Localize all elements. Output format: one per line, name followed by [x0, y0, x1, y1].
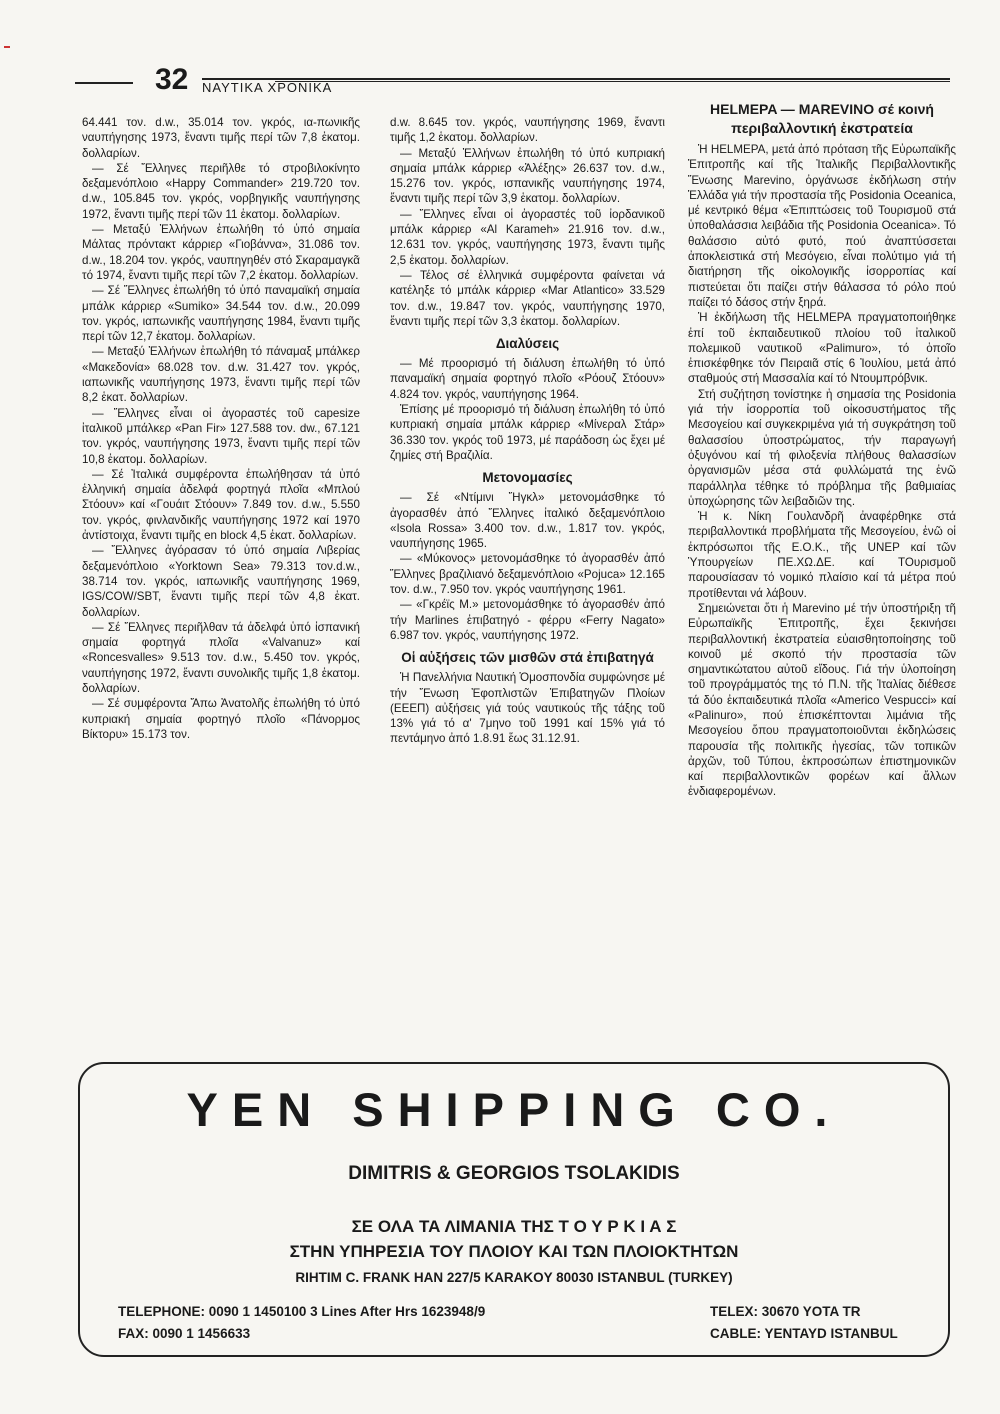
- paragraph: — Ἕλληνες εἶναι οἱ ἀγοραστές τοῦ ἰορδανικοῦ μπάλκ κάρριερ «Al Karameh» 21.916 τον. d.w., 12.631 τον. γκρός, ναυπήγησης 1973, ἔναντι τιμῆς 2,5 ἑκατομ. δολλαρίων.: [390, 207, 665, 267]
- paragraph: Ἡ HELMEPA, μετά ἀπό πρόταση τῆς Εὐρωπαϊκῆς Ἐπιτροπῆς καί τῆς Ἰταλικῆς Περιβαλλοντικῆς Ἕνωσης Marevino, ὀργάνωσε ἐκδήλωση στήν Ἑλλάδα γιά τήν προστασία τῆς Posidonia Oceanica, μέ κεντρικό θέμα «Ἐπιπτώσεις τοῦ Τουρισμοῦ στά ὑποθαλάσσια λειβάδια τῆς Posidonia Oceanica». Τό θαλάσσιο αὐτό φυτό, πού ἀναπτύσσεται ἀποκλειστικά στή Μεσόγειο, εἶναι πολύτιμο γιά τή διατήρηση τῆς οἰκολογικῆς ἰσορροπίας καί πιστεύεται ὅτι παίζει στήν θάλασσα τό ρόλο πού παίζει τό δάσος στήν ξηρά.: [688, 143, 956, 309]
- paragraph: — Ἕλληνες ἀγόρασαν τό ὑπό σημαία Λιβερίας δεξαμενόπλοιο «Yorktown Sea» 79.313 τον.d.w., 38.714 τον. γκρός, ιαπωνικῆς ναυπήγησης 1969, IGS/COW/SBT, ἔναντι τιμῆς περί τῶν 4,8 ἑκατ. δολλαρίων.: [82, 544, 360, 619]
- ad-owners: DIMITRIS & GEORGIOS TSOLAKIDIS: [348, 1163, 680, 1184]
- section-heading-wages: Οἱ αὐξήσεις τῶν μισθῶν στά ἐπιβατηγά: [401, 650, 654, 666]
- column-3: [688, 100, 956, 1052]
- ad-company-name: YEN SHIPPING CO.: [186, 1083, 842, 1136]
- paragraph: Σημειώνεται ὅτι ἡ Marevino μέ τήν ὑποστήριξη τῆ Εὐρωπαϊκῆς Ἐπιτροπῆς, ἔχει ξεκινήσει περιβαλλοντική ἐκστρατεία εὐαισθητοποίησης τοῦ κοινοῦ μέ σκοπό τήν προστασία τῶν σημαντικώτατου αὐτοῦ εἴδους. Γιά τήν ὑλοποίηση τοῦ προγράμματός της τό Π.Ν. τῆς Ἰταλίας διέθεσε τά δύο ἐκπαιδευτικά πλοῖα «Americo Vespucci» καί «Palinuro», πού ἐπισκέπτονται λιμάνια τῆς Μεσογείου ὅπου πραγματοποιοῦνται ἐκδηλώσεις παρουσία τῆς πολιτικῆς ἡγεσίας, τῶν τοπικῶν ἀρχῶν, τοῦ Τύπου, ἐκπροσώπων ἐπιστημονικῶν καί περιβαλλοντικῶν φορέων καί ἄλλων ἐνδιαφερομένων.: [688, 601, 956, 799]
- ad-telex: TELEX: 30670 YOTA TR: [710, 1304, 861, 1319]
- article-title: HELMEPA — MAREVINO σέ κοινή περιβαλλοντική ἐκστρατεία: [710, 101, 934, 136]
- paragraph: — Σέ Ἕλληνες ἐπωλήθη τό ὑπό παναμαϊκή σημαία μπάλκ κάρριερ «Sumiko» 34.544 τον. d.w., 20.099 τον. γκρός, ιαπωνικῆς ναυπήγησης 1984, ἔναντι τιμῆς περί τῶν 12,7 ἑκατομ. δολλαρίων.: [82, 284, 360, 344]
- paragraph: Ἡ ἐκδήλωση τῆς HELMEPA πραγματοποιήθηκε ἐπί τοῦ ἐκπαιδευτικοῦ πλοίου τοῦ ἰταλικοῦ πολεμικοῦ ναυτικοῦ «Palimuro», τό ὁποῖο ἐπισκέφθηκε τόν Πειραιᾶ στίς 6 Ἰουλίου, μετά ἀπό σταθμούς στή Μασσαλία καί τό Ντουμπρόβνικ.: [688, 311, 956, 386]
- ad-tagline-2: ΣΤΗΝ ΥΠΗΡΕΣΙΑ ΤΟΥ ΠΛΟΙΟΥ ΚΑΙ ΤΩΝ ΠΛΟΙΟΚΤΗΤΩΝ: [289, 1242, 739, 1261]
- paragraph: — «Μύκονος» μετονομάσθηκε τό ἀγορασθέν ἀπό Ἕλληνες βραζιλιανό δεξαμενόπλοιο «Pojuca» 12.165 τον. d.w., 7.950 τον. γκρός ναυπήγησης 1961.: [390, 552, 665, 597]
- paragraph: — Σέ συμφέροντα Ἄπω Ἀνατολῆς ἐπωλήθη τό ὑπό κυπριακή σημαία φορτηγό πλοῖο «Πάνορμος Βίκτορυ» 15.173 τον.: [82, 697, 360, 741]
- ad-address: RIHTIM C. FRANK HAN 227/5 KARAKOY 80030 ISTANBUL (TURKEY): [295, 1270, 733, 1285]
- header-rule-right-thin: [275, 81, 950, 82]
- ad-cable: CABLE: YENTAYD ISTANBUL: [710, 1326, 898, 1341]
- paragraph: — Σέ Ἰταλικά συμφέροντα ἐπωλήθησαν τά ὑπό ἑλληνική σημαία ἀδελφά φορτηγά πλοῖα «Μπλού Στόουν» καί «Γουάιτ Στόουν» 7.849 τον. d.w., 5.550 τον. γκρός, φινλανδικῆς ναυπήγησης 1972 καί 1970 ἀντίστοιχα, ἔναντι τιμῆς en block 4,5 ἑκατ. δολλαρίων.: [82, 467, 360, 543]
- paragraph: — «Γκρέϊς Μ.» μετονομάσθηκε τό ἀγορασθέν ἀπό τήν Marlines ἐπιβατηγό - φέρρυ «Ferry Nagato» 6.987 τον. γκρός, ναυπήγησης 1972.: [390, 598, 665, 642]
- paragraph: — Τέλος σέ ἑλληνικά συμφέροντα φαίνεται νά κατέληξε τό μπάλκ κάρριερ «Mar Atlantico» 33.529 τον. d.w., 19.847 τον. γκρός, ναυπήγησης 1970, ἔναντι τιμῆς περί τῶν 3,3 ἑκατομ. δολλαρίων.: [390, 268, 665, 328]
- paragraph: — Μεταξύ Ἑλλήνων ἐπωλήθη τό ὑπό κυπριακή σημαία μπάλκ κάρριερ «Ἀλέξης» 26.637 τον. d.w., 15.276 τον. γκρός, ισπανικῆς ναυπήγησης 1974, ἔναντι τιμῆς περί τῶν 3,9 ἑκατομ. δολλαρίων.: [390, 146, 665, 206]
- paragraph: — Μεταξύ Ἑλλήνων ἐπωλήθη τό ὑπό σημαία Μάλτας πρόντακτ κάρριερ «Γιοβάννα», 31.086 τον. d.w., 18.204 τον. γκρός, ναυπηγηθέν στό Σκαραμαγκᾶ τό 1974, ἔναντι τιμῆς περί τῶν 7,2 ἑκατομ. δολλαρίων.: [82, 223, 360, 282]
- section-heading-scrap: Διαλύσεις: [495, 336, 560, 352]
- paragraph: Ἡ κ. Νίκη Γουλανδρῆ ἀναφέρθηκε στά περιβαλλοντικά προβλήματα τῆς Μεσογείου, ἐνῶ οἱ ἐκπρόσωποι τῆς Ε.Ο.Κ., τῆς UNEP καί τῶν Ὑπουργείων ΠΕ.ΧΩ.ΔΕ. καί ΤΟυρισμοῦ παρουσίασαν τό νομικό πλαίσιο καί τά μέτρα πού προτίθενται νά λάβουν.: [688, 510, 956, 600]
- edge-mark: [4, 46, 10, 48]
- paragraph: Στή συζήτηση τονίστηκε ἡ σημασία της Posidonia γιά τήν ἰσορροπία τοῦ οἰκοσυστήματος τῆς Μεσογείου καί συγκεκριμένα γιά τή συγκράτηση τοῦ θαλασσίου ὑποστρώματος, τήν παραγωγή ὀξυγόνου καί τή φιλοξενία πλήθους θαλασσίων ὀργανισμῶν μέσα στά φυλλώματά της ἐνῶ παράλληλα τέθηκε τό πρόβλημα τῆς βαθμιαίας ὑποχώρησης τῶν λειβαδιῶν της.: [688, 387, 956, 508]
- paragraph: — Σέ «Ντίμινι Ἤγκλ» μετονομάσθηκε τό ἀγορασθέν ἀπό Ἕλληνες ἰταλικό δεξαμενόπλοιο «Isola Rossa» 3.400 τον. d.w., 1.817 τον. γκρός, ναυπήγησης 1965.: [390, 491, 665, 551]
- ad-telephone: TELEPHONE: 0090 1 1450100 3 Lines After Hrs 1623948/9: [118, 1304, 486, 1319]
- section-heading-renames: Μετονομασίες: [482, 470, 573, 486]
- paragraph: Ἡ Πανελλήνια Ναυτική Ὁμοσπονδία συμφώνησε μέ τήν Ἕνωση Ἐφοπλιστῶν Ἐπιβατηγῶν Πλοίων (ΕΕΕΠ) αὐξήσεις γιά τούς ναυτικούς τῆς τάξης τοῦ 13% γιά τό α' 7μηνο τοῦ 1991 καί 15% γιά τό πεντάμηνο ἀπό 1.8.91 ἕως 31.12.91.: [390, 671, 665, 746]
- column-1: [82, 115, 360, 1050]
- paragraph: d.w. 8.645 τον. γκρός, ναυπήγησης 1969, ἔναντι τιμῆς 1,2 ἑκατομ. δολλαρίων.: [390, 116, 665, 145]
- paragraph: — Μεταξύ Ἑλλήνων ἐπωλήθη τό πάναμαξ μπάλκερ «Μακεδονία» 68.028 τον. d.w. 31.427 τον. γκρός, ιαπωνικῆς ναυπήγησης 1973, ἔναντι τιμῆς περί τῶν 8,2 ἑκατ. δολλαρίων.: [82, 345, 360, 405]
- paragraph: — Ἕλληνες εἶναι οἱ ἀγοραστές τοῦ capesize ἰταλικοῦ μπάλκερ «Pan Fir» 127.588 τον. dw., 67.121 τον. γκρός, ναυπήγησης 1973, ἔναντι τιμῆς περί τῶν 10,8 ἑκατομ. δολλαρίων.: [82, 406, 360, 466]
- ad-tagline-1: ΣΕ ΟΛΑ ΤΑ ΛΙΜΑΝΙΑ ΤΗΣ Τ Ο Υ Ρ Κ Ι Α Σ: [351, 1217, 677, 1236]
- paragraph: Ἐπίσης μέ προορισμό τή διάλυση ἐπωλήθη τό ὑπό κυπριακή σημαία μπάλκ κάρριερ «Μίνεραλ Στάρ» 36.330 τον. γκρός τοῦ 1973, μέ παράδοση ὡς ἔχει μέ ζημίες στή Βραζιλία.: [390, 403, 665, 462]
- page-header: [75, 62, 950, 102]
- paragraph: — Μέ προορισμό τή διάλυση ἐπωλήθη τό ὑπό παναμαϊκή σημαία φορτηγό πλοῖο «Ρόουζ Στόουν» 4.824 τον. γκρός, ναυπήγησης 1964.: [390, 357, 665, 401]
- ad-fax: FAX: 0090 1 1456633: [118, 1326, 251, 1341]
- advertisement: [78, 1062, 950, 1357]
- paragraph: — Σέ Ἕλληνες περιῆλθαν τά ἀδελφά ὑπό ἰσπανική σημαία φορτηγά πλοῖα «Valvanuz» καί «Roncesvalles» 9.513 τον. d.w., 5.450 τον. γκρός, ναυπήγησης 1972, ἔναντι συνολικῆς τιμῆς 1,8 ἑκατομ. δολλαρίων.: [82, 620, 360, 695]
- paragraph: 64.441 τον. d.w., 35.014 τον. γκρός, ια-πωνικῆς ναυπήγησης 1973, ἔναντι τιμῆς περί τῶν 7,8 ἑκατομ. δολλαρίων.: [82, 116, 360, 160]
- header-rule-left: [75, 82, 133, 84]
- page-number: 32: [155, 63, 189, 96]
- magazine-title: ΝΑΥΤΙΚΑ ΧΡΟΝΙΚΑ: [202, 80, 333, 95]
- paragraph: — Σέ Ἕλληνες περιῆλθε τό στροβιλοκίνητο δεξαμενόπλοιο «Happy Commander» 219.720 τον. d.w., 105.845 τον. γκρός, νορβηγικῆς ναυπήγησης 1972, ἔναντι τιμῆς περί τῶν 11 ἑκατομ. δολλαρίων.: [82, 161, 360, 221]
- column-2: [390, 115, 665, 1050]
